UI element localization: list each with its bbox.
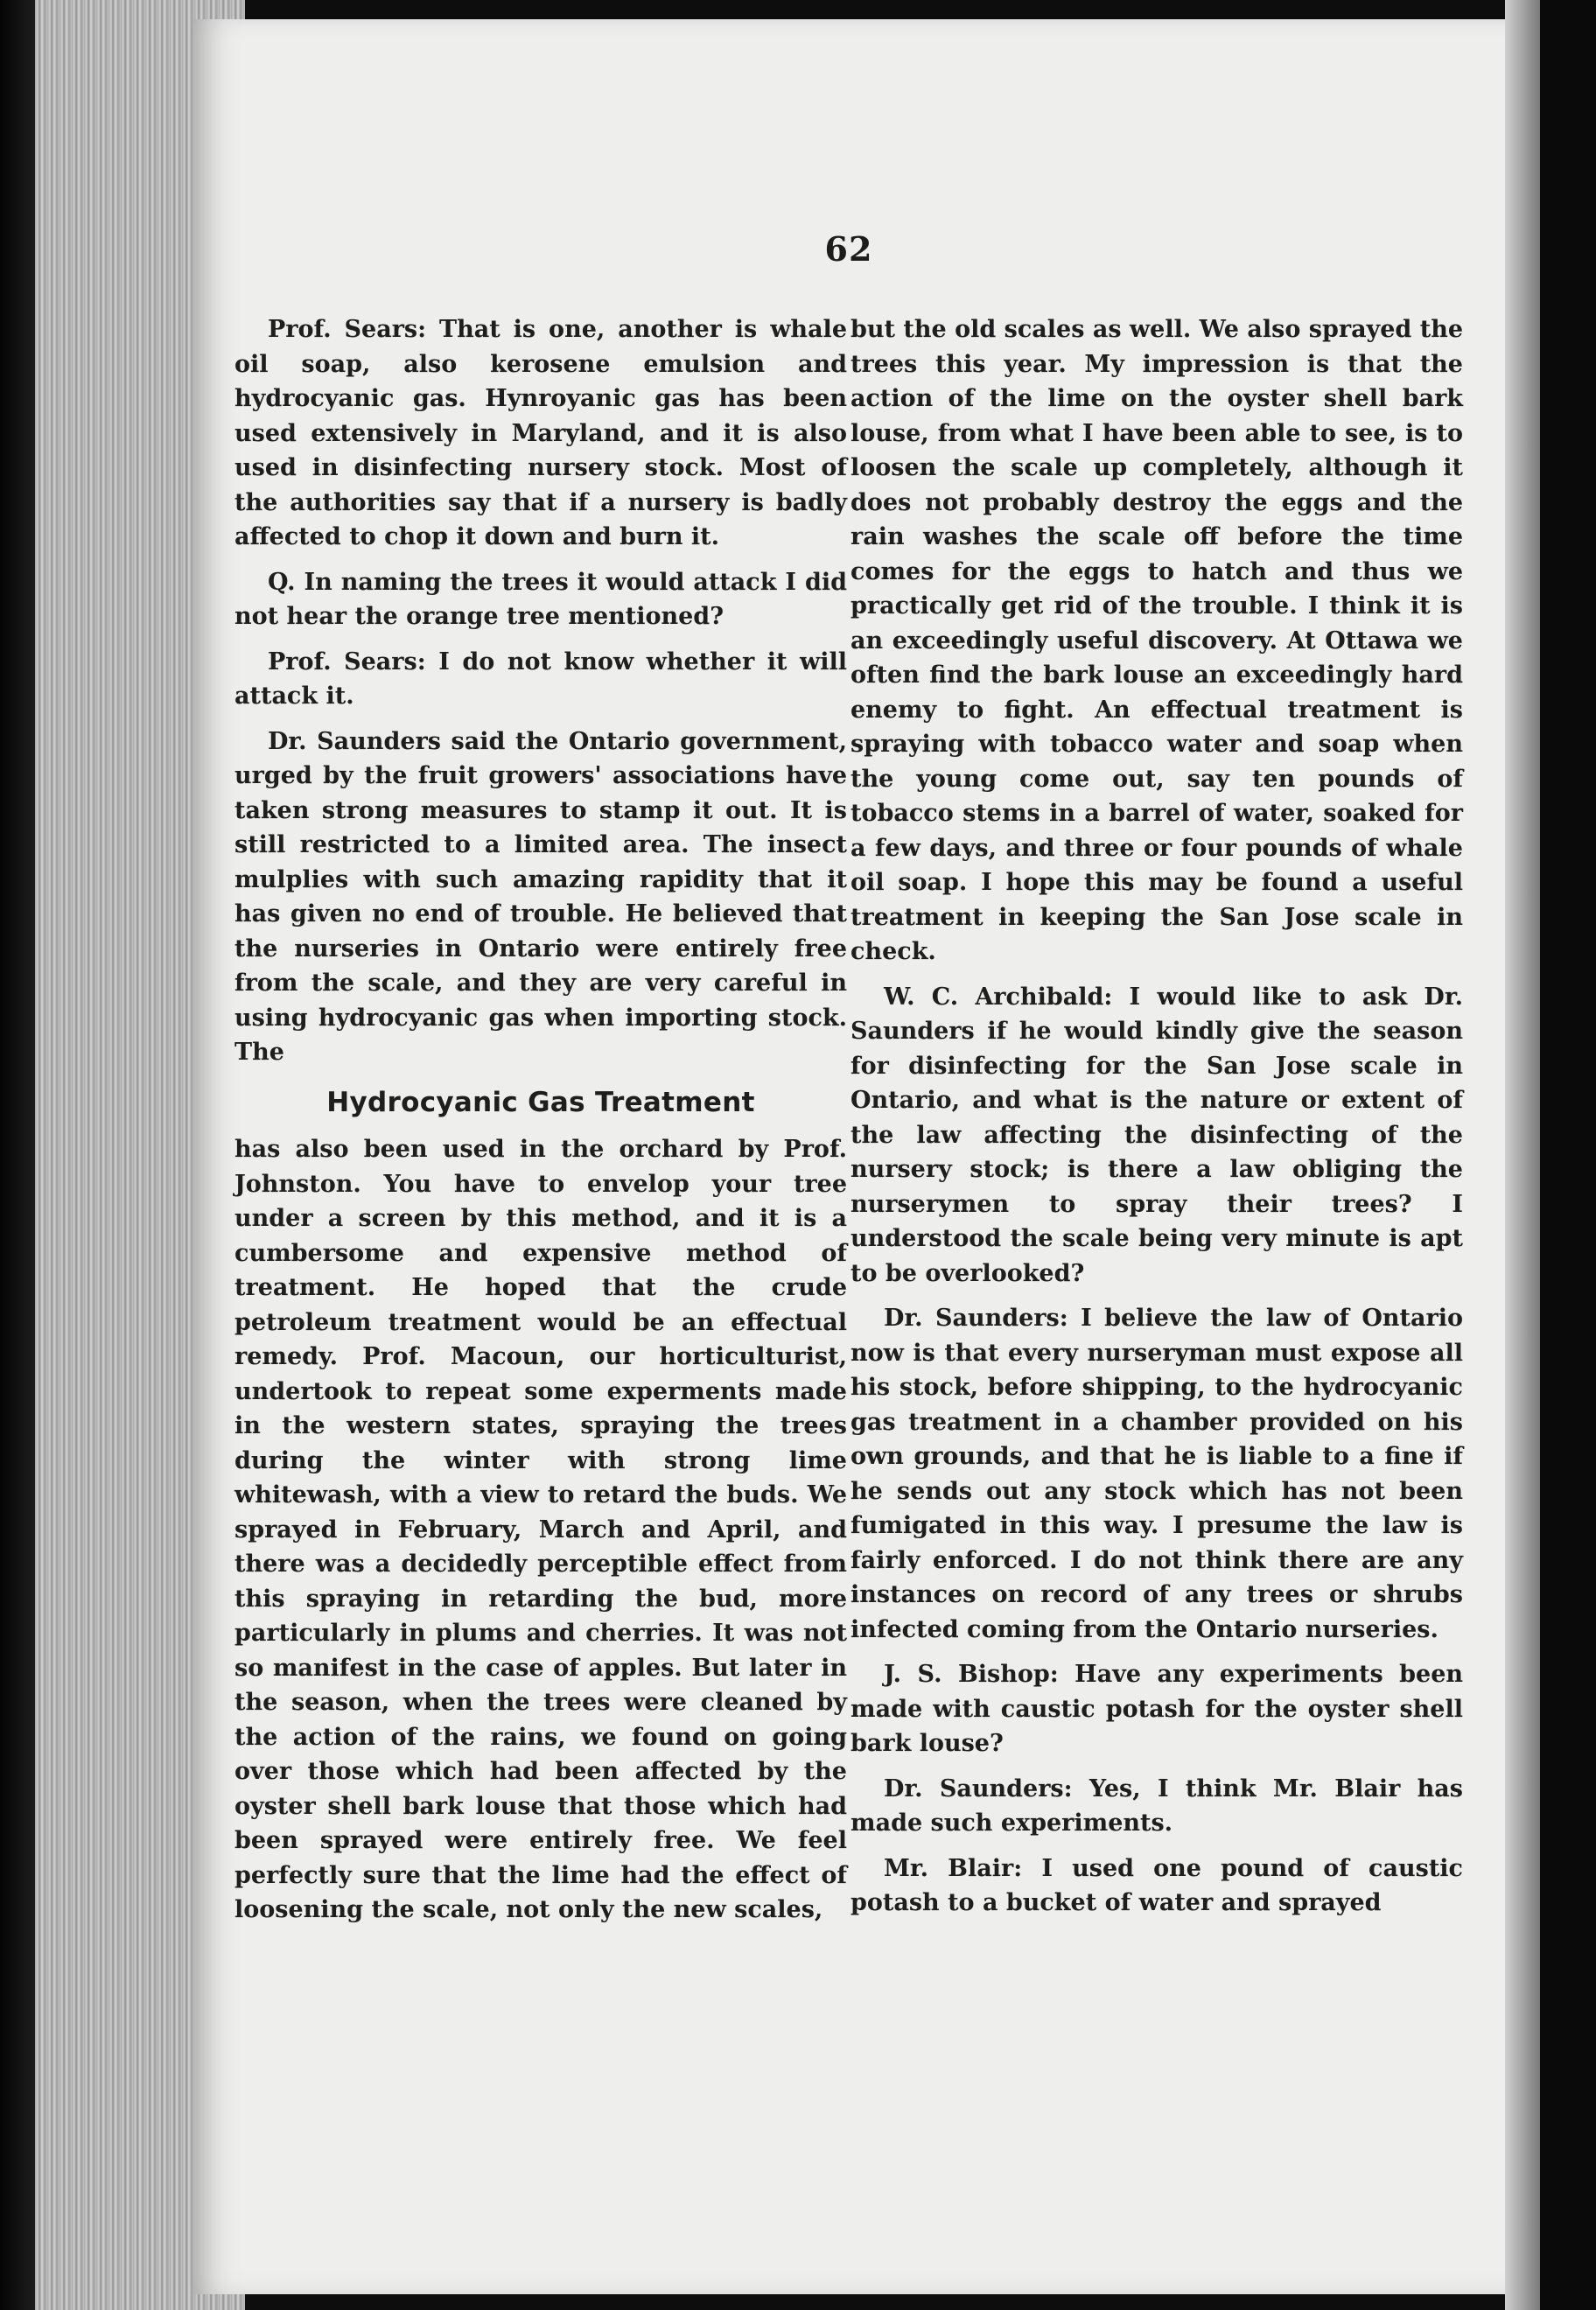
paragraph: Mr. Blair: I used one pound of caustic potash to a bucket of water and sprayed: [850, 1854, 1463, 1916]
paragraph: Dr. Saunders: Yes, I think Mr. Blair has made such experiments.: [850, 1774, 1463, 1837]
paragraph: has also been used in the orchard by Prof. Johnston. You have to envelop your tree under a screen by this method, and it is a cumbersome and expensive method of treatment. He hoped that the crude petroleum treatment would be an effectual remedy. Prof. Macoun, our horticulturist, undertook to repeat some experments made in the western states, spraying the trees during the winter with strong lime whitewash, with a view to retard the buds. We sprayed in February, March and April, and there was a decidedly perceptible effect from this spraying in retarding the bud, more particularly in plums and cherries. It was not so manifest in the case of apples. But later in the season, when the trees were cleaned by the action of the rains, we found on going over those which had been affected by the oyster shell bark louse that those which had been sprayed were entirely free. We feel perfectly sure that the lime had the effect of loosening the scale, not only the new scales,: [234, 1136, 847, 1923]
paragraph: W. C. Archibald: I would like to ask Dr. Saunders if he would kindly give the season for disinfecting for the San Jose scale in Ontario, and what is the nature or extent of the law affecting the disinfecting of the nursery stock; is there a law obliging the nurserymen to spray their trees? I understood the scale being very minute is apt to be overlooked?: [850, 983, 1463, 1287]
paragraph: Dr. Saunders: I believe the law of Ontario now is that every nurseryman must expose all his stock, before shipping, to the hydrocyanic gas treatment in a chamber provided on his own grounds, and that he is liable to a fine if he sends out any stock which has not been fumigated in this way. I presume the law is fairly enforced. I do not think there are any instances on record of any trees or shrubs infected coming from the Ontario nurseries.: [850, 1305, 1463, 1643]
section-heading: Hydrocyanic Gas Treatment: [326, 1086, 755, 1118]
page-right-edge: [1505, 0, 1540, 2310]
paragraph: Prof. Sears: I do not know whether it will attack it.: [234, 648, 847, 710]
left-column: [234, 312, 847, 1938]
paragraph: Dr. Saunders said the Ontario government, urged by the fruit growers' associations have taken strong measures to stamp it out. It is still restricted to a limited area. The insect mulplies with such amazing rapidity that it has given no end of trouble. He believed that the nurseries in Ontario were entirely free from the scale, and they are very careful in using hydrocyanic gas when importing stock. The: [234, 727, 847, 1066]
book-page: [192, 19, 1505, 2294]
paragraph: but the old scales as well. We also sprayed the trees this year. My impression is that the action of the lime on the oyster shell bark louse, from what I have been able to see, is to loosen the scale up completely, although it does not probably destroy the eggs and the rain washes the scale off before the time comes for the eggs to hatch and thus we practically get rid of the trouble. I think it is an exceedingly useful discovery. At Ottawa we often find the bark louse an exceedingly hard enemy to fight. An effectual treatment is spraying with tobacco water and soap when the young come out, say ten pounds of tobacco stems in a barrel of water, soaked for a few days, and three or four pounds of whale oil soap. I hope this may be found a useful treatment in keeping the San Jose scale in check.: [850, 316, 1463, 965]
page-number: 62: [824, 229, 873, 269]
right-column: [850, 312, 1463, 1931]
paragraph: Prof. Sears: That is one, another is whale oil soap, also kerosene emulsion and hydrocyanic gas. Hynroyanic gas has been used extensively in Maryland, and it is also used in disinfecting nursery stock. Most of the authorities say that if a nursery is badly affected to chop it down and burn it.: [234, 316, 847, 550]
paragraph: J. S. Bishop: Have any experiments been made with caustic potash for the oyster shell bark louse?: [850, 1661, 1463, 1757]
paragraph: Q. In naming the trees it would attack I did not hear the orange tree mentioned?: [234, 568, 847, 630]
next-page-dark-edge: [1540, 0, 1596, 2310]
